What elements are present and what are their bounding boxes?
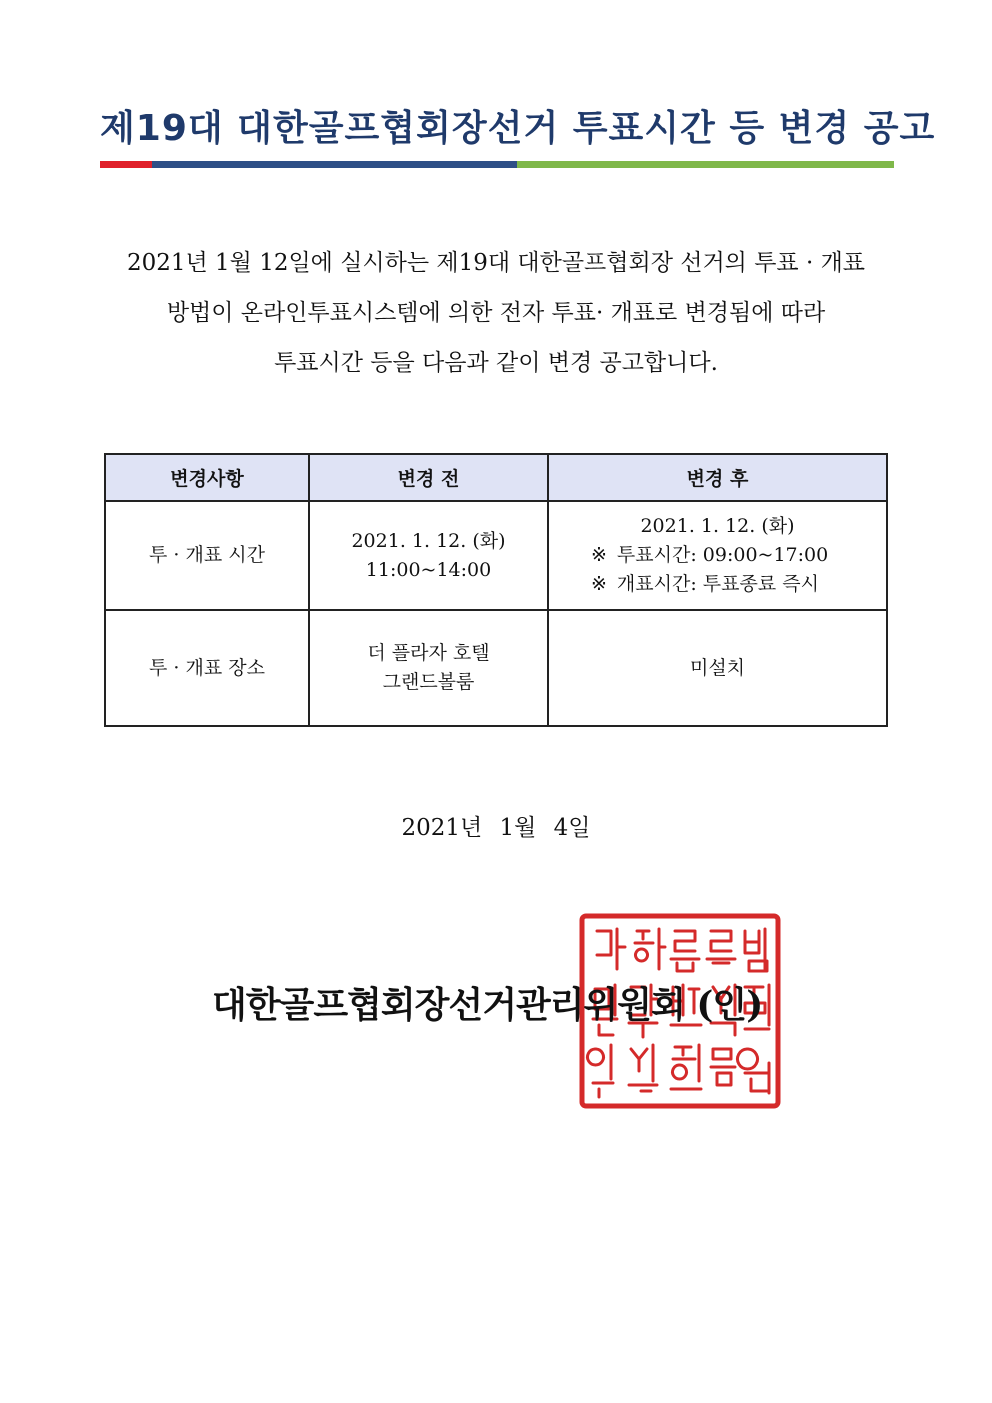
intro-line-2: 방법이 온라인투표시스템에 의한 전자 투표· 개표로 변경됨에 따라: [166, 300, 826, 326]
table-row: [105, 610, 887, 726]
header-change-item: 변경사항: [105, 454, 309, 501]
row-time-after: [548, 501, 887, 610]
row-time-before: [309, 501, 548, 610]
changes-table: [104, 453, 888, 727]
title-rule-green: [517, 161, 894, 168]
organization-signature: 대한골프협회장선거관리위원회 (인): [212, 984, 763, 1026]
title-rule-blue: [152, 161, 517, 168]
time-after-date: 2021. 1. 12. (화): [640, 515, 795, 537]
row-time-item: 투 · 개표 시간: [105, 501, 309, 610]
place-before-hotel: 더 플라자 호텔: [367, 642, 490, 664]
header-before: 변경 전: [309, 454, 548, 501]
place-before-room: 그랜드볼룸: [382, 671, 475, 693]
notice-date: 2021년 1월 4일: [401, 815, 591, 841]
row-place-before: [309, 610, 548, 726]
table-header-row: [105, 454, 887, 501]
title-rule-red: [100, 161, 152, 168]
row-place-item: 투 · 개표 장소: [105, 610, 309, 726]
vote-time-text: 투표시간: 09:00~17:00: [616, 544, 829, 566]
vote-time-note: [549, 541, 886, 570]
note-mark: ※: [591, 573, 607, 595]
count-time-note: [549, 570, 886, 599]
note-mark: ※: [591, 544, 607, 566]
notice-title: 제19대 대한골프협회장선거 투표시간 등 변경 공고: [100, 108, 936, 149]
row-place-after: 미설치: [548, 610, 887, 726]
count-time-text: 개표시간: 투표종료 즉시: [616, 573, 819, 595]
intro-line-1: 2021년 1월 12일에 실시하는 제19대 대한골프협회장 선거의 투표 · 개표: [126, 250, 866, 276]
table-row: [105, 501, 887, 610]
time-before-date: 2021. 1. 12. (화): [351, 529, 506, 552]
intro-paragraph: [60, 238, 932, 388]
intro-line-3: 투표시간 등을 다음과 같이 변경 공고합니다.: [274, 350, 718, 376]
header-after: 변경 후: [548, 454, 887, 501]
time-before-hours: 11:00~14:00: [365, 558, 492, 581]
